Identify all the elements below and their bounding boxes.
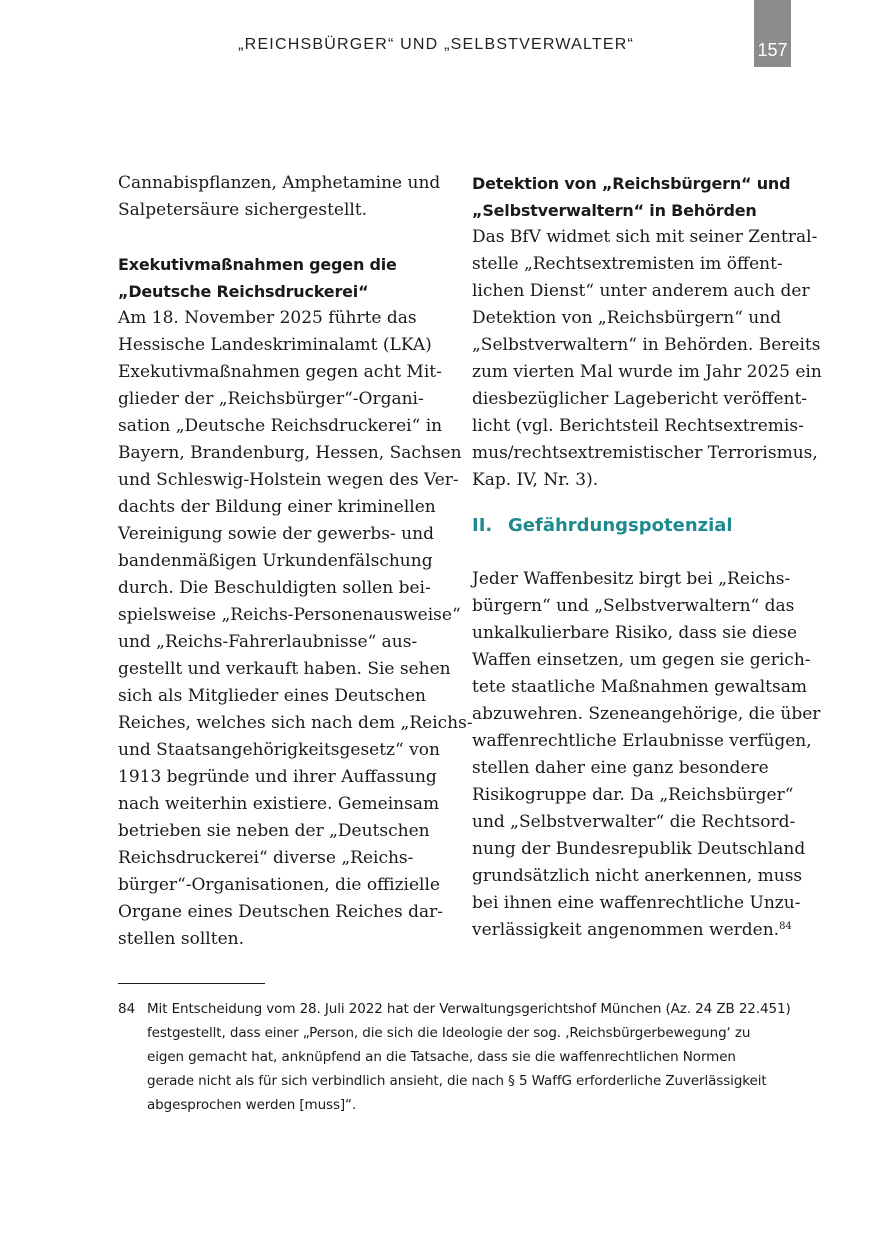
text-line: lichen Dienst“ unter anderem auch der	[472, 281, 810, 301]
footnote-reference[interactable]: 84	[779, 921, 792, 932]
text-line: Cannabispflanzen, Amphetamine und	[118, 173, 441, 193]
text-line: Detektion von „Reichsbürgern“ und	[472, 308, 782, 328]
text-line: Reiches, welches sich nach dem „Reichs-	[118, 713, 473, 733]
text-line: Jeder Waffenbesitz birgt bei „Reichs-	[472, 569, 791, 589]
text-line: bürgern“ und „Selbstverwaltern“ das	[472, 596, 795, 616]
text-line: Waffen einsetzen, um gegen sie gerich-	[472, 650, 811, 670]
text-line: bandenmäßigen Urkundenfälschung	[118, 551, 433, 571]
subheading-reichsdruckerei	[118, 251, 438, 305]
text-line: betrieben sie neben der „Deutschen	[118, 821, 430, 841]
text-line: „Selbstverwaltern“ in Behörden. Bereits	[472, 335, 821, 355]
text-line: nach weiterhin existiere. Gemeinsam	[118, 794, 440, 814]
text-line: Vereinigung sowie der gewerbs- und	[118, 524, 434, 544]
text-line: stellen daher eine ganz besondere	[472, 758, 769, 778]
footnote-line: festgestellt, dass einer „Person, die sich die Ideologie der sog. ‚Reichsbürgerbewegung‘ zu	[147, 1025, 751, 1041]
subheading-line: „Selbstverwaltern“ in Behörden	[472, 201, 757, 220]
footnote-line: gerade nicht als für sich verbindlich ansieht, die nach § 5 WaffG erforderliche Zuverlässigkeit	[147, 1073, 767, 1089]
intro-paragraph	[118, 170, 441, 224]
text-line: Exekutivmaßnahmen gegen acht Mit-	[118, 362, 442, 382]
text-line: sation „Deutsche Reichsdruckerei“ in	[118, 416, 443, 436]
reichsdruckerei-paragraph	[118, 305, 473, 953]
text-line: tete staatliche Maßnahmen gewaltsam	[472, 677, 807, 697]
text-line: Hessische Landeskriminalamt (LKA)	[118, 335, 432, 355]
page-number-tab	[754, 0, 791, 67]
text-line: licht (vgl. Berichtsteil Rechtsextremis-	[472, 416, 804, 436]
text-line: waffenrechtliche Erlaubnisse verfügen,	[472, 731, 812, 751]
footnote-divider	[118, 983, 265, 984]
footnote-text	[147, 997, 798, 1117]
footnote-number: 84	[118, 1001, 136, 1017]
detektion-paragraph	[472, 224, 822, 494]
text-line: dachts der Bildung einer kriminellen	[118, 497, 436, 517]
text-line: Am 18. November 2025 führte das	[118, 308, 417, 328]
text-line: diesbezüglicher Lagebericht veröffent-	[472, 389, 808, 409]
text-line: und „Reichs-Fahrerlaubnisse“ aus-	[118, 632, 418, 652]
section-heading	[472, 512, 792, 539]
subheading-line: „Deutsche Reichsdruckerei“	[118, 282, 369, 301]
section-number: II.	[472, 515, 493, 536]
text-line: Das BfV widmet sich mit seiner Zentral-	[472, 227, 818, 247]
subheading-line: Exekutivmaßnahmen gegen die	[118, 255, 397, 274]
text-line: sich als Mitglieder eines Deutschen	[118, 686, 427, 706]
subheading-line: Detektion von „Reichsbürgern“ und	[472, 174, 791, 193]
text-line: stellen sollten.	[118, 929, 244, 949]
text-line: gestellt und verkauft haben. Sie sehen	[118, 659, 451, 679]
page-number: 157	[757, 40, 788, 60]
text-line: 1913 begründe und ihrer Auffassung	[118, 767, 437, 787]
text-line: durch. Die Beschuldigten sollen bei-	[118, 578, 431, 598]
subheading-detektion	[472, 170, 792, 224]
text-line: bürger“-Organisationen, die offizielle	[118, 875, 440, 895]
text-line: Reichsdruckerei“ diverse „Reichs-	[118, 848, 414, 868]
text-line: grundsätzlich nicht anerkennen, muss	[472, 866, 803, 886]
text-line: spielsweise „Reichs-Personenausweise“	[118, 605, 461, 625]
text-line: unkalkulierbare Risiko, dass sie diese	[472, 623, 798, 643]
text-line: und Staatsangehörigkeitsgesetz“ von	[118, 740, 440, 760]
section-title: Gefährdungspotenzial	[508, 515, 733, 536]
gefaehrdung-paragraph	[472, 566, 821, 944]
last-line-text: verlässigkeit angenommen werden.	[472, 920, 780, 940]
text-line: nung der Bundesrepublik Deutschland	[472, 839, 806, 859]
text-line	[472, 917, 792, 944]
text-line: stelle „Rechtsextremisten im öffent-	[472, 254, 783, 274]
footnote	[118, 997, 798, 1117]
text-line: Risikogruppe dar. Da „Reichsbürger“	[472, 785, 794, 805]
left-column	[118, 170, 473, 953]
text-line: glieder der „Reichsbürger“-Organi-	[118, 389, 424, 409]
footnote-line: abgesprochen werden [muss]“.	[147, 1097, 357, 1113]
text-line: mus/rechtsextremistischer Terrorismus,	[472, 443, 818, 463]
text-line: zum vierten Mal wurde im Jahr 2025 ein	[472, 362, 822, 382]
text-line: abzuwehren. Szeneangehörige, die über	[472, 704, 821, 724]
text-line: Kap. IV, Nr. 3).	[472, 470, 599, 490]
text-line: und Schleswig-Holstein wegen des Ver-	[118, 470, 459, 490]
right-column	[472, 170, 822, 944]
footnote-line: eigen gemacht hat, anknüpfend an die Tatsache, dass sie die waffenrechtlichen Normen	[147, 1049, 736, 1065]
footnote-line: Mit Entscheidung vom 28. Juli 2022 hat der Verwaltungsgerichtshof München (Az. 24 ZB 22.451)	[147, 1001, 791, 1017]
running-title: „REICHSBÜRGER“ UND „SELBSTVERWALTER“	[238, 36, 634, 53]
text-line: bei ihnen eine waffenrechtliche Unzu-	[472, 893, 801, 913]
text-line: Organe eines Deutschen Reiches dar-	[118, 902, 444, 922]
text-line: und „Selbstverwalter“ die Rechtsord-	[472, 812, 796, 832]
text-line: Bayern, Brandenburg, Hessen, Sachsen	[118, 443, 462, 463]
text-line: Salpetersäure sichergestellt.	[118, 200, 368, 220]
